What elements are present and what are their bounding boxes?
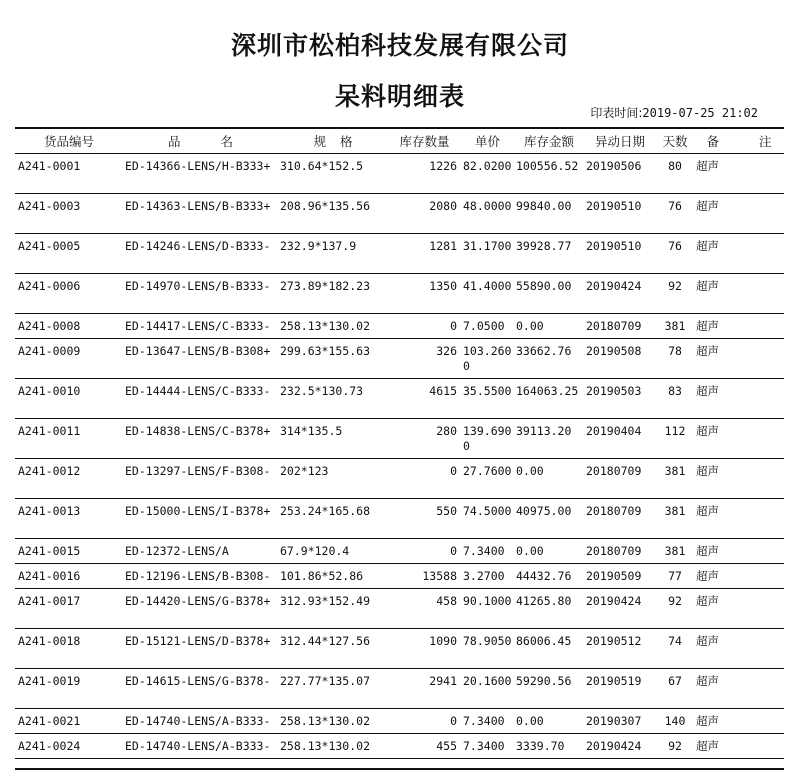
remark: 超声 — [694, 313, 784, 338]
unit-price: 20.1600 — [461, 668, 514, 708]
item-spec: 258.13*130.02 — [278, 708, 388, 733]
item-code: A241-0019 — [15, 668, 123, 708]
remark: 超声 — [694, 538, 784, 563]
item-name: ED-14417-LENS/C-B333- — [123, 313, 278, 338]
item-spec: 232.9*137.9 — [278, 233, 388, 273]
change-date: 20190519 — [584, 668, 656, 708]
idle-days: 67 — [656, 668, 694, 708]
unit-price: 27.7600 — [461, 458, 514, 498]
item-code: A241-0012 — [15, 458, 123, 498]
idle-days: 381 — [656, 458, 694, 498]
idle-days: 140 — [656, 708, 694, 733]
item-code: A241-0011 — [15, 418, 123, 458]
change-date: 20180709 — [584, 538, 656, 563]
item-spec: 314*135.5 — [278, 418, 388, 458]
change-date: 20190509 — [584, 563, 656, 588]
remark: 超声 — [694, 273, 784, 313]
idle-days: 76 — [656, 193, 694, 233]
table-row — [15, 338, 784, 378]
unit-price: 103.2600 — [461, 338, 514, 378]
remark: 超声 — [694, 338, 784, 378]
stock-qty: 2941 — [388, 668, 461, 708]
remark: 超声 — [694, 733, 784, 758]
header-days: 天数 — [656, 128, 694, 153]
table-row — [15, 418, 784, 458]
header-spec-b: 格 — [340, 133, 353, 149]
table-row — [15, 313, 784, 338]
stock-qty: 458 — [388, 588, 461, 628]
item-spec: 208.96*135.56 — [278, 193, 388, 233]
item-code: A241-0017 — [15, 588, 123, 628]
print-time-label: 印表时间: — [590, 106, 643, 120]
item-name: ED-12372-LENS/A — [123, 538, 278, 563]
item-spec: 67.9*120.4 — [278, 538, 388, 563]
change-date: 20180709 — [584, 498, 656, 538]
unit-price: 139.6900 — [461, 418, 514, 458]
change-date: 20190307 — [584, 708, 656, 733]
item-spec: 310.64*152.5 — [278, 153, 388, 193]
stock-qty: 1090 — [388, 628, 461, 668]
unit-price: 48.0000 — [461, 193, 514, 233]
stock-amount: 55890.00 — [514, 273, 584, 313]
item-name: ED-15000-LENS/I-B378+ — [123, 498, 278, 538]
item-spec: 273.89*182.23 — [278, 273, 388, 313]
table-row — [15, 233, 784, 273]
unit-price: 7.0500 — [461, 313, 514, 338]
item-code: A241-0013 — [15, 498, 123, 538]
item-code: A241-0016 — [15, 563, 123, 588]
change-date: 20180709 — [584, 313, 656, 338]
table-row — [15, 193, 784, 233]
stock-qty: 4615 — [388, 378, 461, 418]
header-amount: 库存金额 — [514, 128, 584, 153]
idle-days: 78 — [656, 338, 694, 378]
report-title: 呆料明细表 — [334, 82, 465, 111]
stock-amount: 0.00 — [514, 313, 584, 338]
print-time-value: 2019-07-25 21:02 — [642, 106, 758, 120]
item-name: ED-14363-LENS/B-B333+ — [123, 193, 278, 233]
stock-qty: 2080 — [388, 193, 461, 233]
item-spec: 253.24*165.68 — [278, 498, 388, 538]
table-row — [15, 378, 784, 418]
stock-qty: 1350 — [388, 273, 461, 313]
remark: 超声 — [694, 153, 784, 193]
change-date: 20190510 — [584, 193, 656, 233]
item-name: ED-14420-LENS/G-B378+ — [123, 588, 278, 628]
stock-amount: 86006.45 — [514, 628, 584, 668]
header-note-b: 注 — [759, 133, 772, 149]
idle-days: 92 — [656, 733, 694, 758]
stock-amount: 3339.70 — [514, 733, 584, 758]
item-name: ED-14970-LENS/B-B333- — [123, 273, 278, 313]
header-note-a: 备 — [706, 133, 719, 149]
header-name-a: 品 — [167, 133, 181, 149]
stock-qty: 0 — [388, 538, 461, 563]
stock-amount: 59290.56 — [514, 668, 584, 708]
item-name: ED-14740-LENS/A-B333- — [123, 733, 278, 758]
item-name: ED-13647-LENS/B-B308+ — [123, 338, 278, 378]
remark: 超声 — [694, 498, 784, 538]
stock-qty: 455 — [388, 733, 461, 758]
stock-qty: 1281 — [388, 233, 461, 273]
item-code: A241-0018 — [15, 628, 123, 668]
item-code: A241-0001 — [15, 153, 123, 193]
change-date: 20190404 — [584, 418, 656, 458]
unit-price: 7.3400 — [461, 538, 514, 563]
stock-qty: 1226 — [388, 153, 461, 193]
stock-amount: 39113.20 — [514, 418, 584, 458]
stock-amount: 99840.00 — [514, 193, 584, 233]
stock-amount: 41265.80 — [514, 588, 584, 628]
company-name: 深圳市松柏科技发展有限公司 — [230, 31, 569, 60]
table-header-row — [15, 128, 784, 153]
idle-days: 381 — [656, 498, 694, 538]
stock-qty: 0 — [388, 708, 461, 733]
table-row — [15, 733, 784, 758]
inventory-table — [15, 127, 784, 759]
unit-price: 74.5000 — [461, 498, 514, 538]
stock-amount: 0.00 — [514, 708, 584, 733]
idle-days: 80 — [656, 153, 694, 193]
header-date: 异动日期 — [584, 128, 656, 153]
item-code: A241-0008 — [15, 313, 123, 338]
item-name: ED-13297-LENS/F-B308- — [123, 458, 278, 498]
idle-days: 92 — [656, 588, 694, 628]
item-spec: 312.93*152.49 — [278, 588, 388, 628]
idle-days: 77 — [656, 563, 694, 588]
remark: 超声 — [694, 233, 784, 273]
change-date: 20190424 — [584, 588, 656, 628]
stock-qty: 0 — [388, 458, 461, 498]
header-price: 单价 — [461, 128, 514, 153]
table-row — [15, 273, 784, 313]
stock-qty: 280 — [388, 418, 461, 458]
idle-days: 381 — [656, 313, 694, 338]
table-row — [15, 498, 784, 538]
change-date: 20180709 — [584, 458, 656, 498]
item-name: ED-14246-LENS/D-B333- — [123, 233, 278, 273]
stock-qty: 550 — [388, 498, 461, 538]
unit-price: 7.3400 — [461, 733, 514, 758]
print-time — [590, 104, 758, 121]
remark: 超声 — [694, 628, 784, 668]
stock-amount: 39928.77 — [514, 233, 584, 273]
change-date: 20190506 — [584, 153, 656, 193]
stock-amount: 0.00 — [514, 538, 584, 563]
idle-days: 83 — [656, 378, 694, 418]
stock-amount: 0.00 — [514, 458, 584, 498]
remark: 超声 — [694, 378, 784, 418]
remark: 超声 — [694, 668, 784, 708]
item-spec: 101.86*52.86 — [278, 563, 388, 588]
bottom-divider — [15, 768, 784, 770]
header-note — [694, 128, 784, 153]
table-row — [15, 628, 784, 668]
change-date: 20190503 — [584, 378, 656, 418]
stock-qty: 13588 — [388, 563, 461, 588]
remark: 超声 — [694, 563, 784, 588]
unit-price: 82.0200 — [461, 153, 514, 193]
item-code: A241-0005 — [15, 233, 123, 273]
unit-price: 31.1700 — [461, 233, 514, 273]
stock-amount: 44432.76 — [514, 563, 584, 588]
remark: 超声 — [694, 193, 784, 233]
stock-amount: 40975.00 — [514, 498, 584, 538]
item-code: A241-0021 — [15, 708, 123, 733]
item-spec: 202*123 — [278, 458, 388, 498]
table-row — [15, 588, 784, 628]
table-row — [15, 563, 784, 588]
unit-price: 90.1000 — [461, 588, 514, 628]
idle-days: 92 — [656, 273, 694, 313]
item-name: ED-14740-LENS/A-B333- — [123, 708, 278, 733]
item-name: ED-14615-LENS/G-B378- — [123, 668, 278, 708]
item-code: A241-0010 — [15, 378, 123, 418]
unit-price: 35.5500 — [461, 378, 514, 418]
header-qty: 库存数量 — [388, 128, 461, 153]
remark: 超声 — [694, 588, 784, 628]
item-spec: 227.77*135.07 — [278, 668, 388, 708]
unit-price: 78.9050 — [461, 628, 514, 668]
unit-price: 41.4000 — [461, 273, 514, 313]
item-code: A241-0003 — [15, 193, 123, 233]
item-code: A241-0009 — [15, 338, 123, 378]
item-spec: 258.13*130.02 — [278, 733, 388, 758]
header-code: 货品编号 — [15, 128, 123, 153]
table-row — [15, 538, 784, 563]
stock-amount: 33662.76 — [514, 338, 584, 378]
item-name: ED-12196-LENS/B-B308- — [123, 563, 278, 588]
idle-days: 74 — [656, 628, 694, 668]
header-name — [123, 128, 278, 153]
unit-price: 7.3400 — [461, 708, 514, 733]
change-date: 20190510 — [584, 233, 656, 273]
table-row — [15, 708, 784, 733]
table-row — [15, 153, 784, 193]
item-code: A241-0006 — [15, 273, 123, 313]
item-spec: 299.63*155.63 — [278, 338, 388, 378]
item-name: ED-14444-LENS/C-B333- — [123, 378, 278, 418]
change-date: 20190512 — [584, 628, 656, 668]
item-spec: 312.44*127.56 — [278, 628, 388, 668]
item-name: ED-14838-LENS/C-B378+ — [123, 418, 278, 458]
idle-days: 112 — [656, 418, 694, 458]
item-spec: 232.5*130.73 — [278, 378, 388, 418]
stock-amount: 100556.52 — [514, 153, 584, 193]
header-name-b: 名 — [220, 133, 234, 149]
change-date: 20190424 — [584, 733, 656, 758]
stock-amount: 164063.25 — [514, 378, 584, 418]
stock-qty: 326 — [388, 338, 461, 378]
item-name: ED-14366-LENS/H-B333+ — [123, 153, 278, 193]
header-spec-a: 规 — [313, 133, 326, 149]
change-date: 20190424 — [584, 273, 656, 313]
stock-qty: 0 — [388, 313, 461, 338]
unit-price: 3.2700 — [461, 563, 514, 588]
table-body — [15, 153, 784, 758]
idle-days: 76 — [656, 233, 694, 273]
table-row — [15, 668, 784, 708]
remark: 超声 — [694, 418, 784, 458]
header-spec — [278, 128, 388, 153]
change-date: 20190508 — [584, 338, 656, 378]
remark: 超声 — [694, 708, 784, 733]
item-spec: 258.13*130.02 — [278, 313, 388, 338]
item-name: ED-15121-LENS/D-B378+ — [123, 628, 278, 668]
table-row — [15, 458, 784, 498]
item-code: A241-0024 — [15, 733, 123, 758]
remark: 超声 — [694, 458, 784, 498]
item-code: A241-0015 — [15, 538, 123, 563]
idle-days: 381 — [656, 538, 694, 563]
